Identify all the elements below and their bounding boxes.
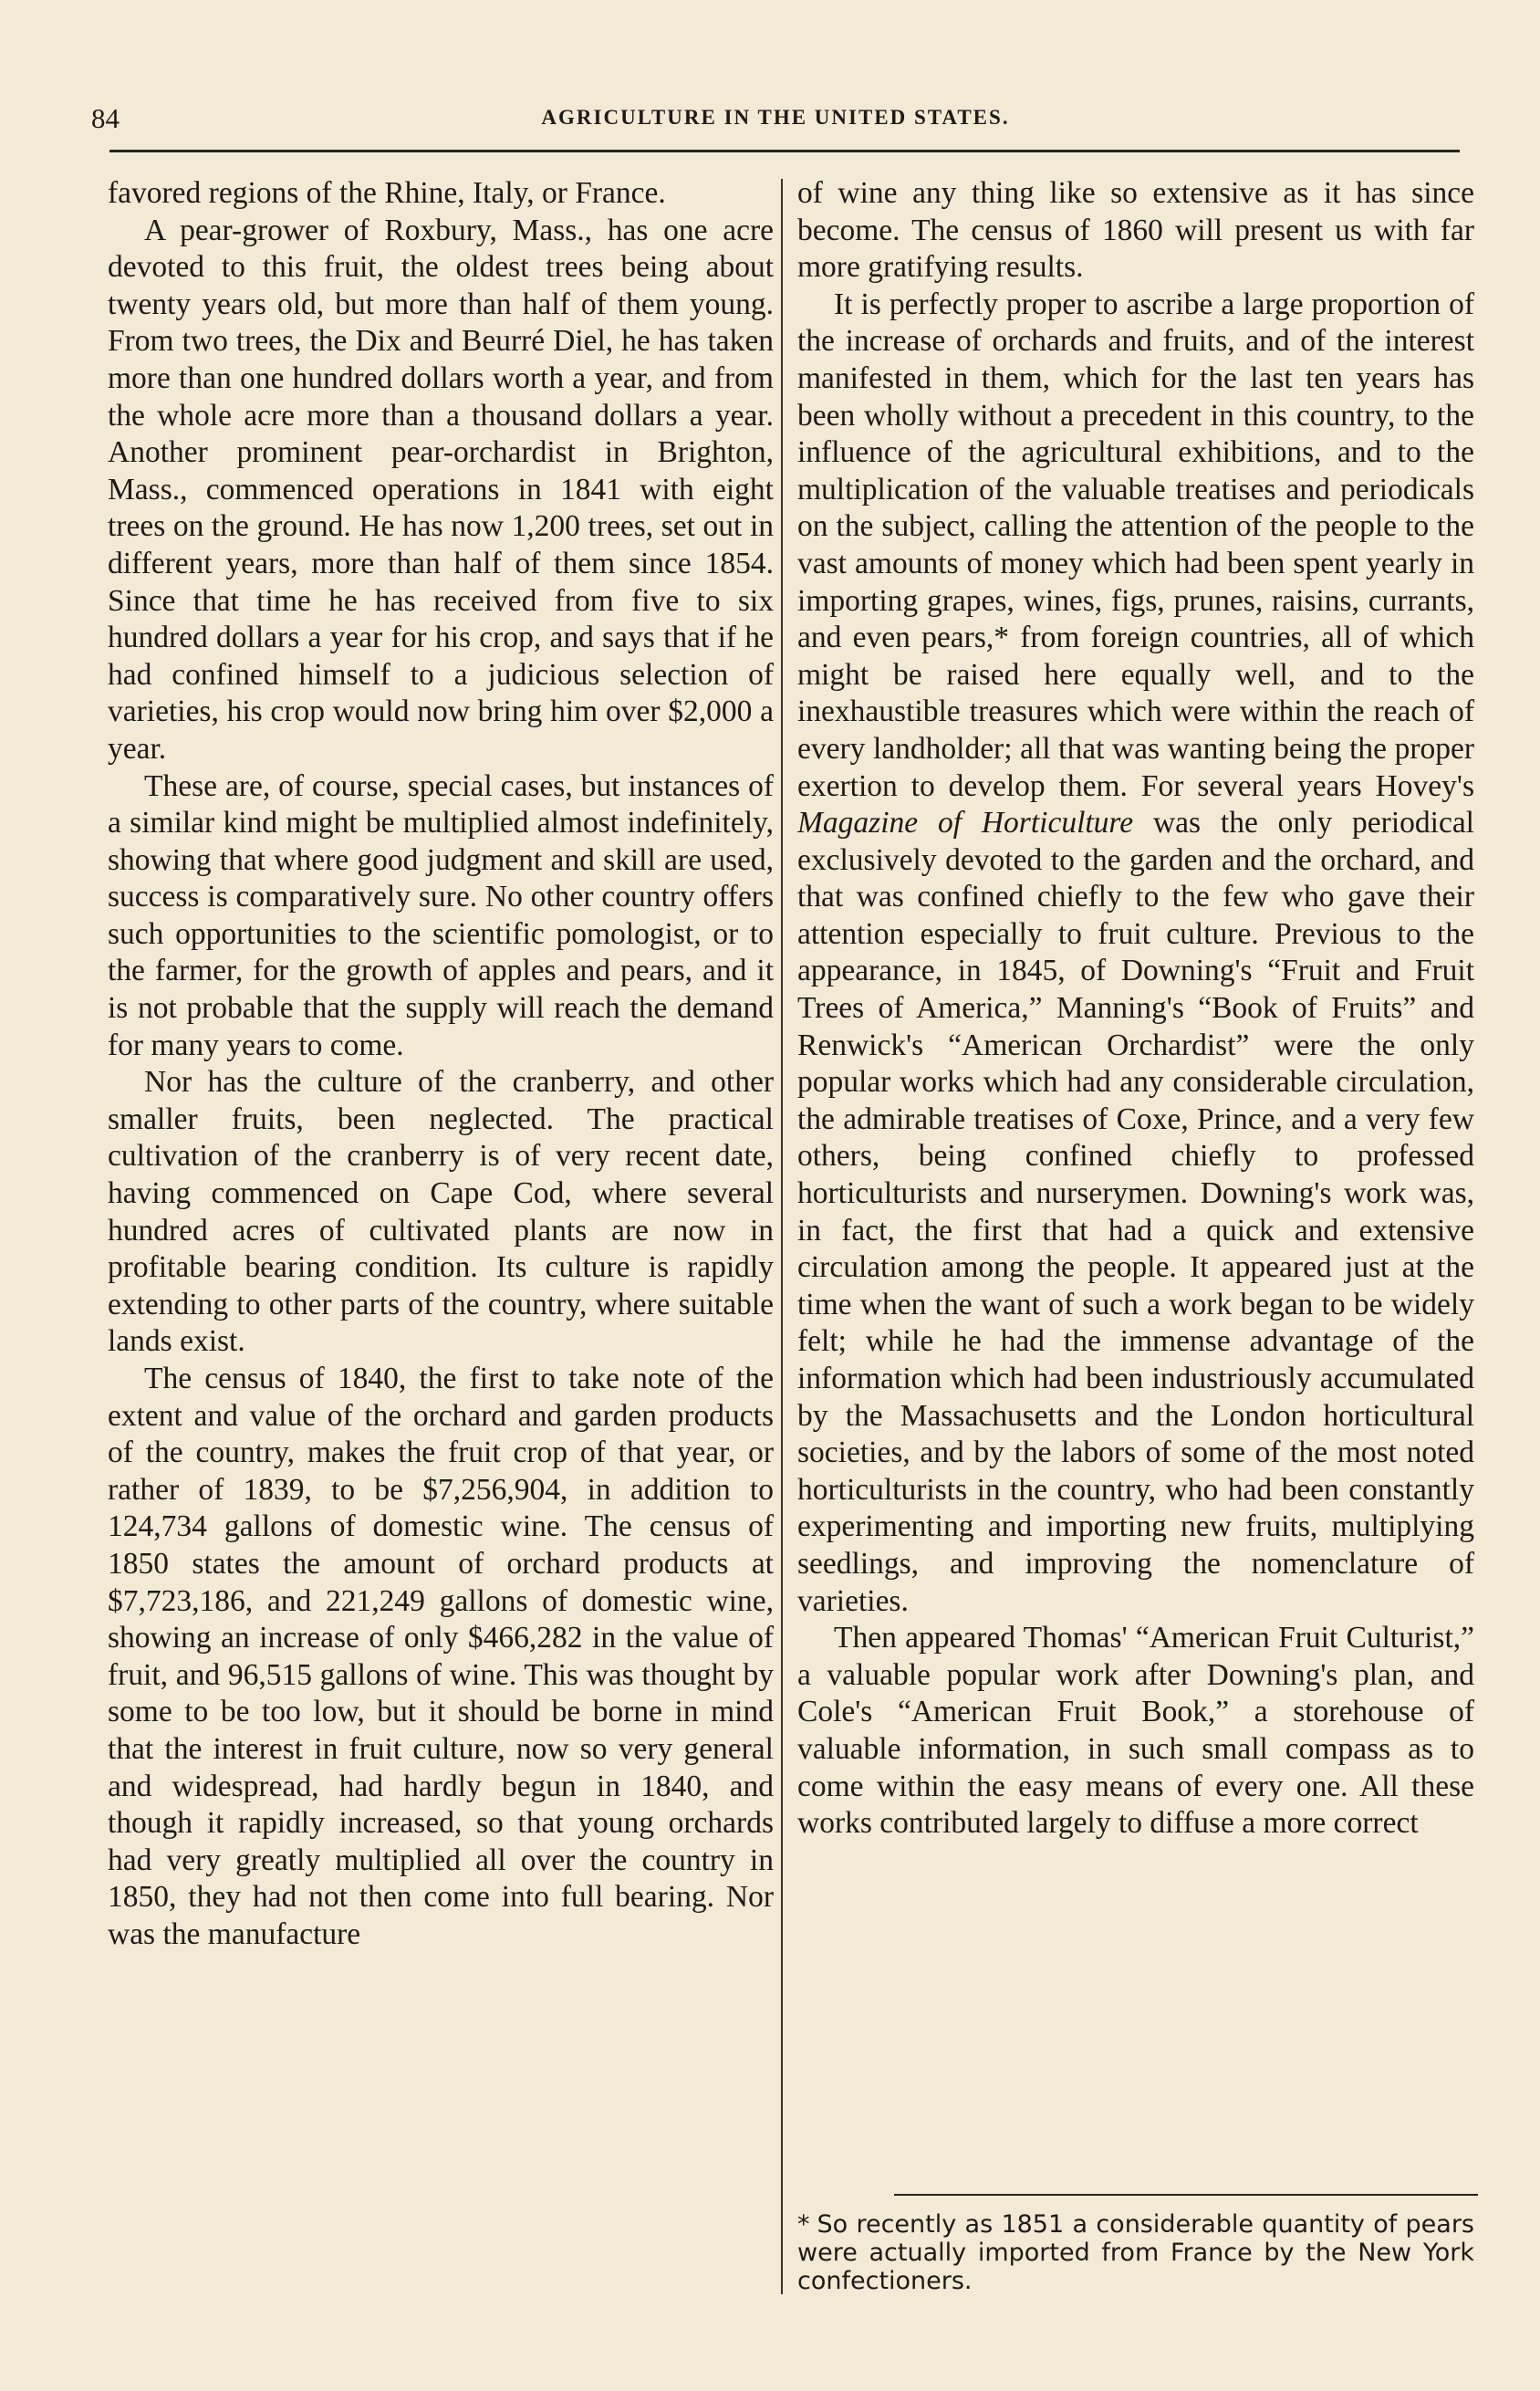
text-run: It is perfectly proper to ascribe a large proportion of the increase of orchards and fruits, and of the interest manifested in them, which for the last ten years has been wholly without a precedent in this country, to the influence of the agricultural exhibitions, and to the multiplication of the valuable treatises and periodicals on the subject, calling the attention of the people to the vast amounts of money which had been spent yearly in importing grapes, wines, figs, prunes, raisins, currants, and even pears,* from foreign countries, all of which might be raised here equally well, and to the inexhaustible treasures which were within the reach of every landholder; all that was wanting being the proper exertion to develop them. For several years Hovey's [797,287,1474,803]
left-column [108,175,774,1954]
paragraph: A pear-grower of Roxbury, Mass., has one acre devoted to this fruit, the oldest trees being about twenty years old, but more than half of them young. From two trees, the Dix and Beurré Diel, he has taken more than one hundred dollars worth a year, and from the whole acre more than a thousand dollars a year. Another prominent pear-orchardist in Brighton, Mass., commenced operations in 1841 with eight trees on the ground. He has now 1,200 trees, set out in different years, more than half of them since 1854. Since that time he has received from five to six hundred dollars a year for his crop, and says that if he had confined himself to a judicious selection of varieties, his crop would now bring him over $2,000 a year. [108,213,774,766]
periodical-title: Magazine of Horticulture [797,806,1134,841]
paragraph: Then appeared Thomas' “American Fruit Culturist,” a valuable popular work after Downing's plan, and Cole's “American Fruit Book,” a storehouse of valuable information, in such small compass as to come within the easy means of every one. All these works contributed largely to diffuse a more correct [797,1621,1474,1841]
paragraph: Nor has the culture of the cranberry, and other smaller fruits, been neglected. The practical cultivation of the cranberry is of very recent date, having commenced on Cape Cod, where several hundred acres of cultivated plants are now in profitable bearing condition. Its culture is rapidly extending to other parts of the country, where suitable lands exist. [108,1065,774,1359]
page-header [91,102,1460,148]
paragraph: The census of 1840, the first to take note of the extent and value of the orchard and garden products of the country, makes the fruit crop of that year, or rather of 1839, to be $7,256,904, in addition to 124,734 gallons of domestic wine. The census of 1850 states the amount of orchard products at $7,723,186, and 221,249 gallons of domestic wine, showing an increase of only $466,282 in the value of fruit, and 96,515 gallons of wine. This was thought by some to be too low, but it should be borne in mind that the interest in fruit culture, now so very general and widespread, had hardly begun in 1840, and though it rapidly increased, so that young orchards had very greatly multiplied all over the country in 1850, they had not then come into full bearing. Nor was the manufacture [108,1362,774,1951]
text-run: was the only periodical exclusively devoted to the garden and the orchard, and that was confined chiefly to the few who gave their attention especially to fruit culture. Previous to the appearance, in 1845, of Downing's “Fruit and Fruit Trees of America,” Manning's “Book of Fruits” and Renwick's “American Orchardist” were the only popular works which had any considerable circulation, the admirable treatises of Coxe, Prince, and a very few others, being confined chiefly to professed horticulturists and nurserymen. Downing's work was, in fact, the first that had a quick and extensive circulation among the people. It appeared just at the time when the want of such a work began to be widely felt; while he had the immense advantage of the information which had been industriously accumulated by the Massachusetts and the London horticultural societies, and by the labors of some of the most noted horticulturists in the country, who had been constantly experimenting and importing new fruits, multiplying seedlings, and improving the nomenclature of varieties. [797,806,1474,1618]
running-title: AGRICULTURE IN THE UNITED STATES. [541,106,1010,129]
column-divider [781,179,783,2294]
paragraph [797,287,1474,1620]
right-column [797,175,1474,2146]
paragraph: These are, of course, special cases, but instances of a similar kind might be multiplied almost indefinitely, showing that where good judgment and skill are used, success is comparatively sure. No other country offers such opportunities to the scientific pomologist, or to the farmer, for the growth of apples and pears, and it is not probable that the supply will reach the demand for many years to come. [108,768,774,1062]
footnote-rule [894,2194,1478,2196]
footnote-text: So recently as 1851 a considerable quantity of pears were actually imported from France by the New York confectioners. [797,2210,1474,2295]
header-rule [109,150,1460,152]
paragraph: of wine any thing like so extensive as it has since become. The census of 1860 will present us with far more gratifying results. [797,176,1474,285]
right-column-body [797,175,1474,2146]
footnote [797,2210,1474,2295]
paragraph: favored regions of the Rhine, Italy, or France. [108,176,666,210]
footnote-marker: * [797,2210,810,2239]
page-number: 84 [91,102,120,134]
